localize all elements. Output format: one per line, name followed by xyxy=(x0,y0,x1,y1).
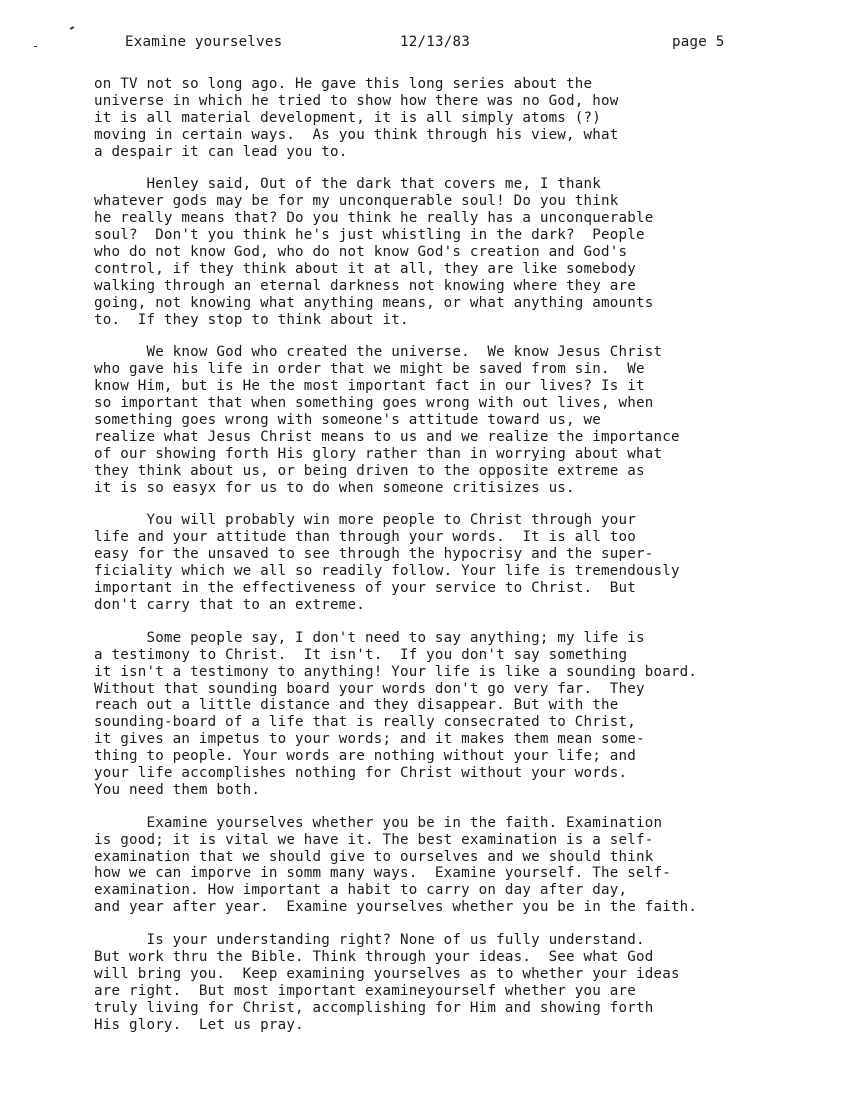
text-line: sounding-board of a life that is really consecrated to Christ, xyxy=(94,714,636,731)
text-line: You will probably win more people to Christ through your xyxy=(94,512,636,529)
text-line: who gave his life in order that we might be saved from sin. We xyxy=(94,361,645,378)
paragraph xyxy=(94,815,814,916)
text-line: ficiality which we all so readily follow. Your life is tremendously xyxy=(94,563,680,580)
text-line: how we can imporve in somm many ways. Examine yourself. The self- xyxy=(94,865,671,882)
text-line: and year after year. Examine yourselves whether you be in the faith. xyxy=(94,899,698,916)
text-line: to. If they stop to think about it. xyxy=(94,311,409,328)
text-line: life and your attitude than through your words. It is all too xyxy=(94,529,636,546)
text-line: But work thru the Bible. Think through your ideas. See what God xyxy=(94,948,654,965)
text-line: whatever gods may be for my unconquerable soul! Do you think xyxy=(94,193,619,210)
text-line: reach out a little distance and they disappear. But with the xyxy=(94,697,619,714)
paragraph xyxy=(94,630,814,799)
text-line: realize what Jesus Christ means to us and we realize the importance xyxy=(94,428,680,445)
document-title: Examine yourselves xyxy=(125,34,283,50)
paragraph xyxy=(94,76,814,160)
text-line: it is so easyx for us to do when someone critisizes us. xyxy=(94,479,575,496)
text-line: Henley said, Out of the dark that covers me, I thank xyxy=(94,176,602,193)
text-line: are right. But most important examineyourself whether you are xyxy=(94,982,636,999)
text-line: on TV not so long ago. He gave this long series about the xyxy=(94,76,593,92)
text-line: don't carry that to an extreme. xyxy=(94,596,365,613)
text-line: it isn't a testimony to anything! Your life is like a sounding board. xyxy=(94,663,698,680)
text-line: truly living for Christ, accomplishing for Him and showing forth xyxy=(94,999,654,1016)
paragraph xyxy=(94,932,814,1033)
text-line: You need them both. xyxy=(94,781,261,798)
text-line: control, if they think about it at all, they are like somebody xyxy=(94,260,636,277)
paragraph xyxy=(94,344,814,496)
stray-mark xyxy=(34,46,37,47)
text-line: going, not knowing what anything means, or what anything amounts xyxy=(94,294,654,311)
text-line: your life accomplishes nothing for Christ without your words. xyxy=(94,764,628,781)
text-line: will bring you. Keep examining yourselves as to whether your ideas xyxy=(94,965,680,982)
text-line: a testimony to Christ. It isn't. If you don't say something xyxy=(94,646,628,663)
text-line: We know God who created the universe. We know Jesus Christ xyxy=(94,344,663,361)
text-line: he really means that? Do you think he really has a unconquerable xyxy=(94,210,654,227)
text-line: it gives an impetus to your words; and it makes them mean some- xyxy=(94,731,645,748)
page-number: page 5 xyxy=(672,34,725,50)
text-line: examination. How important a habit to carry on day after day, xyxy=(94,882,628,899)
text-line: walking through an eternal darkness not knowing where they are xyxy=(94,277,636,294)
text-line: His glory. Let us pray. xyxy=(94,1016,304,1033)
text-line: universe in which he tried to show how there was no God, how xyxy=(94,92,619,109)
text-line: Examine yourselves whether you be in the faith. Examination xyxy=(94,814,663,831)
text-line: Is your understanding right? None of us fully understand. xyxy=(94,932,645,949)
text-line: thing to people. Your words are nothing without your life; and xyxy=(94,748,636,765)
text-line: important in the effectiveness of your service to Christ. But xyxy=(94,580,636,597)
text-line: Without that sounding board your words don't go very far. They xyxy=(94,680,645,697)
text-line: it is all material development, it is all simply atoms (?) xyxy=(94,109,602,126)
text-line: soul? Don't you think he's just whistling in the dark? People xyxy=(94,227,645,244)
text-line: so important that when something goes wrong with out lives, when xyxy=(94,395,654,412)
paragraph xyxy=(94,512,814,613)
text-line: know Him, but is He the most important fact in our lives? Is it xyxy=(94,378,645,395)
paragraph xyxy=(94,176,814,328)
stray-mark xyxy=(70,26,74,30)
document-body xyxy=(94,76,814,1049)
text-line: easy for the unsaved to see through the hypocrisy and the super- xyxy=(94,546,654,563)
text-line: moving in certain ways. As you think through his view, what xyxy=(94,126,619,143)
text-line: is good; it is vital we have it. The best examination is a self- xyxy=(94,831,654,848)
text-line: they think about us, or being driven to the opposite extreme as xyxy=(94,462,645,479)
text-line: Some people say, I don't need to say anything; my life is xyxy=(94,629,645,646)
text-line: a despair it can lead you to. xyxy=(94,143,348,160)
text-line: of our showing forth His glory rather than in worrying about what xyxy=(94,445,663,462)
text-line: something goes wrong with someone's attitude toward us, we xyxy=(94,412,602,429)
document-date: 12/13/83 xyxy=(400,34,470,50)
text-line: examination that we should give to ourselves and we should think xyxy=(94,848,654,865)
text-line: who do not know God, who do not know God's creation and God's xyxy=(94,244,628,261)
